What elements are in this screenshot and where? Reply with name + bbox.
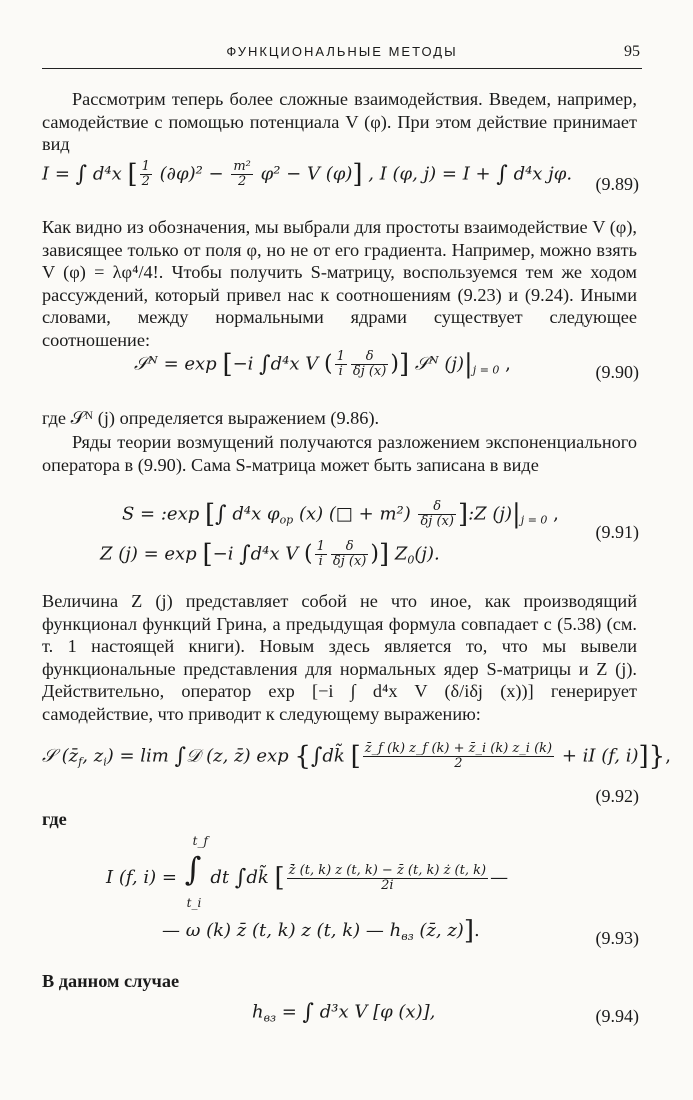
eq91b-inner2: d⁴x V bbox=[250, 543, 299, 565]
eq94-rhs: d³x V [φ (x)], bbox=[319, 1001, 436, 1023]
equation-number: (9.90) bbox=[595, 362, 639, 382]
eq92-lhs: 𝒮 (z̄ bbox=[42, 745, 79, 767]
eq93-lower-limit: t_i bbox=[186, 896, 202, 910]
eq91a-comma: , bbox=[553, 503, 559, 525]
eq93-frac-den: 2i bbox=[287, 878, 488, 893]
eq90-inner2: d⁴x V bbox=[270, 353, 319, 375]
equation-9-92-body bbox=[42, 742, 671, 771]
bracket-close: ] bbox=[463, 916, 474, 946]
eq91b-tail-sub: 0 bbox=[407, 553, 415, 567]
eq93-line2-end: (z̄, z) bbox=[419, 920, 464, 941]
eq92-lhs-mid: , z bbox=[82, 745, 104, 767]
eq91a-frac-num: δ bbox=[433, 499, 442, 514]
eq89-mass-num: m² bbox=[233, 159, 251, 174]
eq89-half-den: 2 bbox=[141, 174, 150, 189]
bracket-open: [ bbox=[127, 159, 138, 190]
bracket-close: ] bbox=[638, 741, 649, 772]
equation-9-91 bbox=[42, 500, 639, 584]
paragraph-1: Рассмотрим теперь более сложные взаимодействия. Введем, например, самодействие с помощью потенциала V (φ). При этом действие принимает вид bbox=[42, 89, 637, 155]
integral-sign: ∫ bbox=[239, 542, 251, 567]
bracket-open: [ bbox=[274, 863, 285, 893]
eq92-lhs-end: ) = lim bbox=[106, 745, 169, 767]
eq92-dk: dk̃ bbox=[322, 745, 345, 767]
brace-open: { bbox=[294, 741, 311, 772]
eq90-frac-2 bbox=[351, 350, 388, 379]
eq93-line2: — ω (k) z̄ (t, k) z (t, k) — h bbox=[162, 920, 402, 941]
equation-9-92 bbox=[42, 741, 671, 812]
equation-number: (9.92) bbox=[595, 786, 639, 806]
eq90-frac-1 bbox=[335, 350, 347, 379]
eq93-upper-limit: t_f bbox=[192, 834, 208, 848]
integral-sign: ∫ bbox=[496, 162, 508, 187]
paragraph-7: В данном случае bbox=[42, 971, 180, 991]
eq91a-tail: :Z (j) bbox=[468, 503, 513, 525]
eq90-lhs: 𝒮ᴺ = exp bbox=[134, 353, 217, 375]
eq91b-frac-2-num: δ bbox=[345, 539, 354, 554]
eq91a-op: op bbox=[279, 513, 294, 527]
bracket-open: [ bbox=[350, 741, 361, 772]
equation-9-94 bbox=[42, 1000, 639, 1046]
equation-number: (9.91) bbox=[595, 522, 639, 542]
eq90-frac-2-num: δ bbox=[365, 349, 374, 364]
header-rule bbox=[42, 68, 642, 69]
paren-close: ) bbox=[370, 541, 379, 567]
eq93-dk: dk̃ bbox=[246, 867, 269, 888]
eq92-frac-num: z̄_f (k) z_f (k) + z̄_i (k) z_i (k) bbox=[364, 741, 553, 756]
integral-sign: ∫ bbox=[259, 352, 271, 377]
equation-9-91-line-2 bbox=[100, 540, 440, 569]
eq91b-inner: −i bbox=[212, 543, 234, 565]
eq90-inner1: −i bbox=[232, 353, 254, 375]
eq89-lhs: I = bbox=[42, 163, 76, 185]
integral-sign: ∫ bbox=[174, 744, 187, 769]
eq94-lhs-sub: вз bbox=[263, 1011, 276, 1025]
eq93-period: . bbox=[474, 920, 480, 941]
eq90-at: j = 0 bbox=[472, 363, 500, 377]
eq91a-mid: (x) (□ + m²) bbox=[298, 503, 411, 525]
evaluation-bar: | bbox=[464, 349, 473, 380]
equation-9-90 bbox=[42, 350, 639, 396]
integral-sign: ∫ bbox=[184, 850, 202, 888]
eq93-frac-num: ż̄ (t, k) z (t, k) − z̄ (t, k) ż (t, k) bbox=[288, 862, 487, 878]
eq92-lhs-sub: f bbox=[78, 755, 83, 769]
eq89-second-tail: d⁴x jφ. bbox=[513, 163, 573, 185]
paragraph-5: Величина Z (j) представляет собой не что иное, как производящий функционал функций Грина, а предыдущая формула совпадает с (5.38) (см. т. 1 настоящей книги). Новым здесь является то, что мы вывели функциональные представления для нормальных ядер S-матрицы и Z (j). Действительно, оператор exp [−i ∫ d⁴x V (δ/iδj (x))] генерирует самодействие, что приводит к следующему выражению: bbox=[42, 591, 637, 724]
eq91b-tail: Z bbox=[394, 543, 408, 565]
eq91a-frac bbox=[418, 500, 455, 529]
eq89-mass-den: 2 bbox=[231, 174, 253, 189]
integral-sign: ∫ bbox=[302, 1000, 314, 1025]
eq90-frac-1-num: 1 bbox=[336, 349, 345, 364]
eq93-dt: dt bbox=[210, 867, 230, 888]
eq91b-frac-2-den: δj (x) bbox=[332, 554, 367, 569]
paragraph-2: Как видно из обозначения, мы выбрали для простоты взаимодействие V (φ), зависящее только от поля φ, но не от его градиента. Например, можно взять V (φ) = λφ⁴/4!. Чтобы получить S-матрицу, воспользуемся тем же ходом рассуждений, который привел нас к соотношениям (9.23) и (9.24). Иными словами, между нормальными ядрами существует следующее соотношение: bbox=[42, 217, 637, 350]
equation-9-89-body bbox=[42, 160, 572, 189]
eq91b-frac-2 bbox=[331, 540, 368, 569]
eq89-mass bbox=[231, 160, 253, 189]
eq91b-tail2: (j). bbox=[414, 543, 440, 565]
eq90-frac-2-den: δj (x) bbox=[352, 364, 387, 379]
eq91b-frac-1-num: 1 bbox=[316, 539, 325, 554]
equation-number: (9.94) bbox=[595, 1006, 639, 1026]
eq93-frac bbox=[287, 864, 488, 893]
equation-9-94-body bbox=[252, 1000, 435, 1025]
equation-9-91-line-1 bbox=[122, 500, 559, 529]
eq90-frac-1-den: i bbox=[335, 364, 347, 379]
bracket-open: [ bbox=[202, 539, 213, 570]
eq91b-frac-1-den: i bbox=[315, 554, 327, 569]
running-head bbox=[42, 44, 642, 68]
eq94-equals: = bbox=[276, 1001, 303, 1023]
integral-sign: ∫ bbox=[215, 502, 227, 527]
eq89-half bbox=[140, 160, 152, 189]
eq91b-frac-1 bbox=[315, 540, 327, 569]
eq92-frac-den: 2 bbox=[363, 756, 554, 771]
paren-open: ( bbox=[304, 541, 313, 567]
page-number: 95 bbox=[624, 43, 640, 60]
brace-close: } bbox=[648, 741, 666, 772]
eq93-lhs: I (f, i) = bbox=[106, 867, 177, 888]
eq93-h-sub: вз bbox=[401, 930, 414, 943]
equation-9-89 bbox=[42, 160, 639, 206]
eq94-lhs: h bbox=[252, 1001, 264, 1023]
equation-9-93 bbox=[42, 834, 639, 958]
eq91a-inner: d⁴x φ bbox=[232, 503, 280, 525]
eq90-comma: , bbox=[505, 353, 511, 375]
running-head-title: ФУНКЦИОНАЛЬНЫЕ МЕТОДЫ bbox=[226, 44, 458, 59]
evaluation-bar: | bbox=[512, 499, 521, 530]
integral-sign: ∫ bbox=[234, 865, 247, 891]
eq92-mid: 𝒟 (z, z̄) exp bbox=[186, 745, 289, 767]
eq91a-at: j = 0 bbox=[520, 513, 548, 527]
paragraph-4: Ряды теории возмущений получаются разложением экспоненциального оператора в (9.90). Сама S-матрица может быть записана в виде bbox=[42, 432, 637, 475]
bracket-close: ] bbox=[457, 499, 469, 530]
paren-open: ( bbox=[324, 351, 333, 377]
eq89-measure: d⁴x bbox=[92, 163, 122, 185]
paragraph-6: где bbox=[42, 809, 67, 829]
bracket-open: [ bbox=[222, 349, 233, 380]
equation-number: (9.89) bbox=[595, 174, 639, 194]
bracket-open: [ bbox=[204, 499, 216, 530]
equation-number: (9.93) bbox=[595, 928, 639, 948]
eq89-grad: (∂φ)² − bbox=[159, 163, 224, 185]
eq93-dash: — bbox=[490, 867, 509, 888]
equation-9-93-line-2 bbox=[162, 916, 480, 946]
eq92-lhs-sub2: i bbox=[103, 755, 107, 769]
paragraph-3: где 𝒮ᴺ (j) определяется выражением (9.86). bbox=[42, 408, 380, 428]
bracket-close: ] bbox=[378, 539, 390, 570]
definite-integral bbox=[183, 834, 208, 910]
eq92-frac bbox=[363, 742, 554, 771]
equation-9-90-body bbox=[134, 350, 511, 379]
eq90-tail: 𝒮ᴺ (j) bbox=[414, 353, 465, 375]
paren-close: ) bbox=[390, 351, 399, 377]
integral-sign: ∫ bbox=[75, 162, 88, 187]
eq91b-lhs: Z (j) = exp bbox=[100, 543, 197, 565]
eq91a-frac-den: δj (x) bbox=[420, 514, 454, 529]
eq89-half-num: 1 bbox=[141, 159, 150, 174]
bracket-close: ] bbox=[398, 349, 410, 380]
eq89-second: , I (φ, j) = I + bbox=[368, 163, 497, 185]
equation-9-93-line-1 bbox=[106, 834, 509, 910]
eq89-rest: φ² − V (φ) bbox=[260, 163, 353, 185]
bracket-close: ] bbox=[352, 159, 363, 190]
eq92-comma: , bbox=[665, 745, 671, 767]
eq91a-lhs: S = :exp bbox=[122, 503, 200, 525]
eq92-tail: + iI (f, i) bbox=[561, 745, 639, 767]
integral-sign: ∫ bbox=[310, 744, 323, 769]
